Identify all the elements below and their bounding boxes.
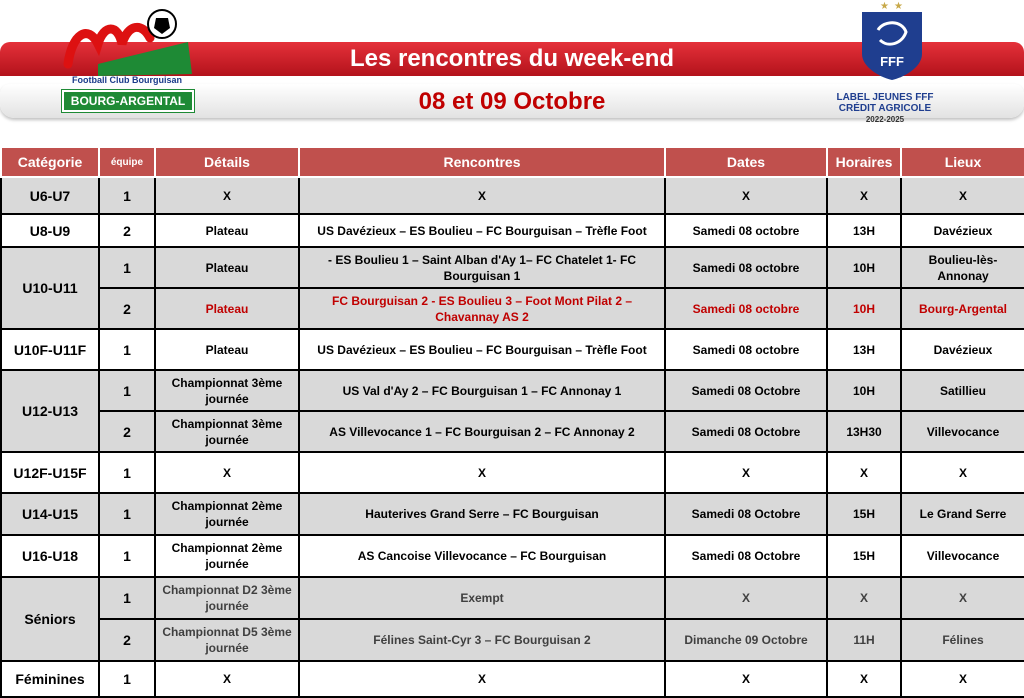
cell-equipe: 1 [99, 370, 155, 411]
header-horaires: Horaires [827, 147, 901, 177]
cell-rencontres: AS Cancoise Villevocance – FC Bourguisan [299, 535, 665, 577]
cell-details: X [155, 661, 299, 697]
header-equipe: équipe [99, 147, 155, 177]
cell-dates: Samedi 08 Octobre [665, 535, 827, 577]
cell-lieux: Boulieu-lès-Annonay [901, 247, 1024, 288]
cell-dates: X [665, 452, 827, 493]
table-row [1, 329, 1024, 370]
cell-details: Championnat 3ème journée [155, 370, 299, 411]
cell-rencontres: AS Villevocance 1 – FC Bourguisan 2 – FC Annonay 2 [299, 411, 665, 452]
cell-rencontres: - ES Boulieu 1 – Saint Alban d'Ay 1– FC Chatelet 1- FC Bourguisan 1 [299, 247, 665, 288]
cell-equipe: 2 [99, 288, 155, 329]
club-name: Football Club Bourguisan [72, 75, 182, 85]
cell-details: X [155, 452, 299, 493]
cell-equipe: 1 [99, 493, 155, 535]
cell-lieux: Bourg-Argental [901, 288, 1024, 329]
cell-details: Championnat 2ème journée [155, 493, 299, 535]
table-row [1, 661, 1024, 697]
cell-equipe: 2 [99, 619, 155, 661]
table-row [1, 493, 1024, 535]
cell-rencontres: Hauterives Grand Serre – FC Bourguisan [299, 493, 665, 535]
cell-dates: Samedi 08 octobre [665, 329, 827, 370]
cell-categorie: Séniors [1, 577, 99, 661]
cell-details: X [155, 177, 299, 214]
cell-dates: X [665, 661, 827, 697]
fff-label-years: 2022-2025 [865, 115, 905, 124]
cell-rencontres: X [299, 661, 665, 697]
cell-rencontres: US Val d'Ay 2 – FC Bourguisan 1 – FC Annonay 1 [299, 370, 665, 411]
header-details: Détails [155, 147, 299, 177]
cell-lieux: Satillieu [901, 370, 1024, 411]
cell-horaires: 13H [827, 214, 901, 247]
cell-rencontres: Exempt [299, 577, 665, 619]
cell-equipe: 2 [99, 411, 155, 452]
cell-rencontres: X [299, 177, 665, 214]
club-town: BOURG-ARGENTAL [62, 90, 194, 112]
table-row [1, 370, 1024, 411]
cell-categorie: U6-U7 [1, 177, 99, 214]
table-row [1, 247, 1024, 288]
header-rencontres: Rencontres [299, 147, 665, 177]
header-dates: Dates [665, 147, 827, 177]
fff-label [820, 92, 950, 125]
cell-dates: Samedi 08 octobre [665, 288, 827, 329]
table-row [1, 214, 1024, 247]
cell-lieux: Villevocance [901, 535, 1024, 577]
cell-details: Plateau [155, 329, 299, 370]
cell-categorie: U10F-U11F [1, 329, 99, 370]
fff-badge-text: FFF [880, 54, 904, 69]
cell-rencontres: X [299, 452, 665, 493]
cell-dates: Samedi 08 Octobre [665, 493, 827, 535]
cell-categorie: U12-U13 [1, 370, 99, 452]
cell-lieux: Villevocance [901, 411, 1024, 452]
cell-dates: Samedi 08 octobre [665, 247, 827, 288]
cell-categorie: U10-U11 [1, 247, 99, 329]
svg-text:★: ★ [894, 1, 903, 12]
cell-lieux: Davézieux [901, 329, 1024, 370]
cell-dates: X [665, 177, 827, 214]
cell-lieux: Félines [901, 619, 1024, 661]
cell-rencontres: Félines Saint-Cyr 3 – FC Bourguisan 2 [299, 619, 665, 661]
cell-lieux: Davézieux [901, 214, 1024, 247]
table-row [1, 177, 1024, 214]
cell-lieux: X [901, 577, 1024, 619]
table-row [1, 577, 1024, 619]
cell-details: Plateau [155, 214, 299, 247]
cell-equipe: 1 [99, 577, 155, 619]
header-categorie: Catégorie [1, 147, 99, 177]
cell-rencontres: US Davézieux – ES Boulieu – FC Bourguisan – Trèfle Foot [299, 329, 665, 370]
cell-categorie: U8-U9 [1, 214, 99, 247]
cell-dates: Dimanche 09 Octobre [665, 619, 827, 661]
cell-horaires: 13H30 [827, 411, 901, 452]
cell-lieux: X [901, 177, 1024, 214]
fff-crest-icon [858, 0, 926, 82]
table-header-row [1, 147, 1024, 177]
cell-dates: Samedi 08 octobre [665, 214, 827, 247]
cell-details: Championnat 2ème journée [155, 535, 299, 577]
svg-text:★: ★ [880, 1, 889, 12]
fff-label-line2: CRÉDIT AGRICOLE [838, 103, 932, 114]
header [0, 0, 1024, 145]
cell-equipe: 1 [99, 452, 155, 493]
cell-categorie: U16-U18 [1, 535, 99, 577]
cell-lieux: Le Grand Serre [901, 493, 1024, 535]
cell-equipe: 2 [99, 214, 155, 247]
cell-horaires: X [827, 452, 901, 493]
cell-lieux: X [901, 661, 1024, 697]
cell-horaires: 10H [827, 247, 901, 288]
cell-horaires: X [827, 661, 901, 697]
page-title: Les rencontres du week-end [349, 45, 675, 72]
cell-horaires: 13H [827, 329, 901, 370]
table-row [1, 535, 1024, 577]
cell-rencontres: US Davézieux – ES Boulieu – FC Bourguisan – Trèfle Foot [299, 214, 665, 247]
cell-equipe: 1 [99, 177, 155, 214]
cell-categorie: U12F-U15F [1, 452, 99, 493]
cell-equipe: 1 [99, 247, 155, 288]
table-row [1, 411, 1024, 452]
cell-details: Championnat D5 3ème journée [155, 619, 299, 661]
cell-equipe: 1 [99, 535, 155, 577]
table-row [1, 619, 1024, 661]
cell-horaires: 10H [827, 370, 901, 411]
cell-horaires: X [827, 577, 901, 619]
cell-categorie: U14-U15 [1, 493, 99, 535]
cell-dates: Samedi 08 Octobre [665, 411, 827, 452]
cell-horaires: 15H [827, 535, 901, 577]
cell-horaires: 15H [827, 493, 901, 535]
header-lieux: Lieux [901, 147, 1024, 177]
cell-dates: Samedi 08 Octobre [665, 370, 827, 411]
table-row [1, 452, 1024, 493]
cell-details: Championnat 3ème journée [155, 411, 299, 452]
cell-lieux: X [901, 452, 1024, 493]
cell-details: Plateau [155, 288, 299, 329]
cell-equipe: 1 [99, 661, 155, 697]
cell-horaires: X [827, 177, 901, 214]
matches-table [0, 146, 1024, 698]
fff-label-line1: LABEL JEUNES FFF [836, 92, 934, 103]
cell-rencontres: FC Bourguisan 2 - ES Boulieu 3 – Foot Mont Pilat 2 – Chavannay AS 2 [299, 288, 665, 329]
cell-details: Championnat D2 3ème journée [155, 577, 299, 619]
cell-categorie: Féminines [1, 661, 99, 697]
page-subtitle: 08 et 09 Octobre [418, 88, 606, 115]
cell-equipe: 1 [99, 329, 155, 370]
cell-horaires: 10H [827, 288, 901, 329]
table-row [1, 288, 1024, 329]
cell-horaires: 11H [827, 619, 901, 661]
cell-details: Plateau [155, 247, 299, 288]
cell-dates: X [665, 577, 827, 619]
